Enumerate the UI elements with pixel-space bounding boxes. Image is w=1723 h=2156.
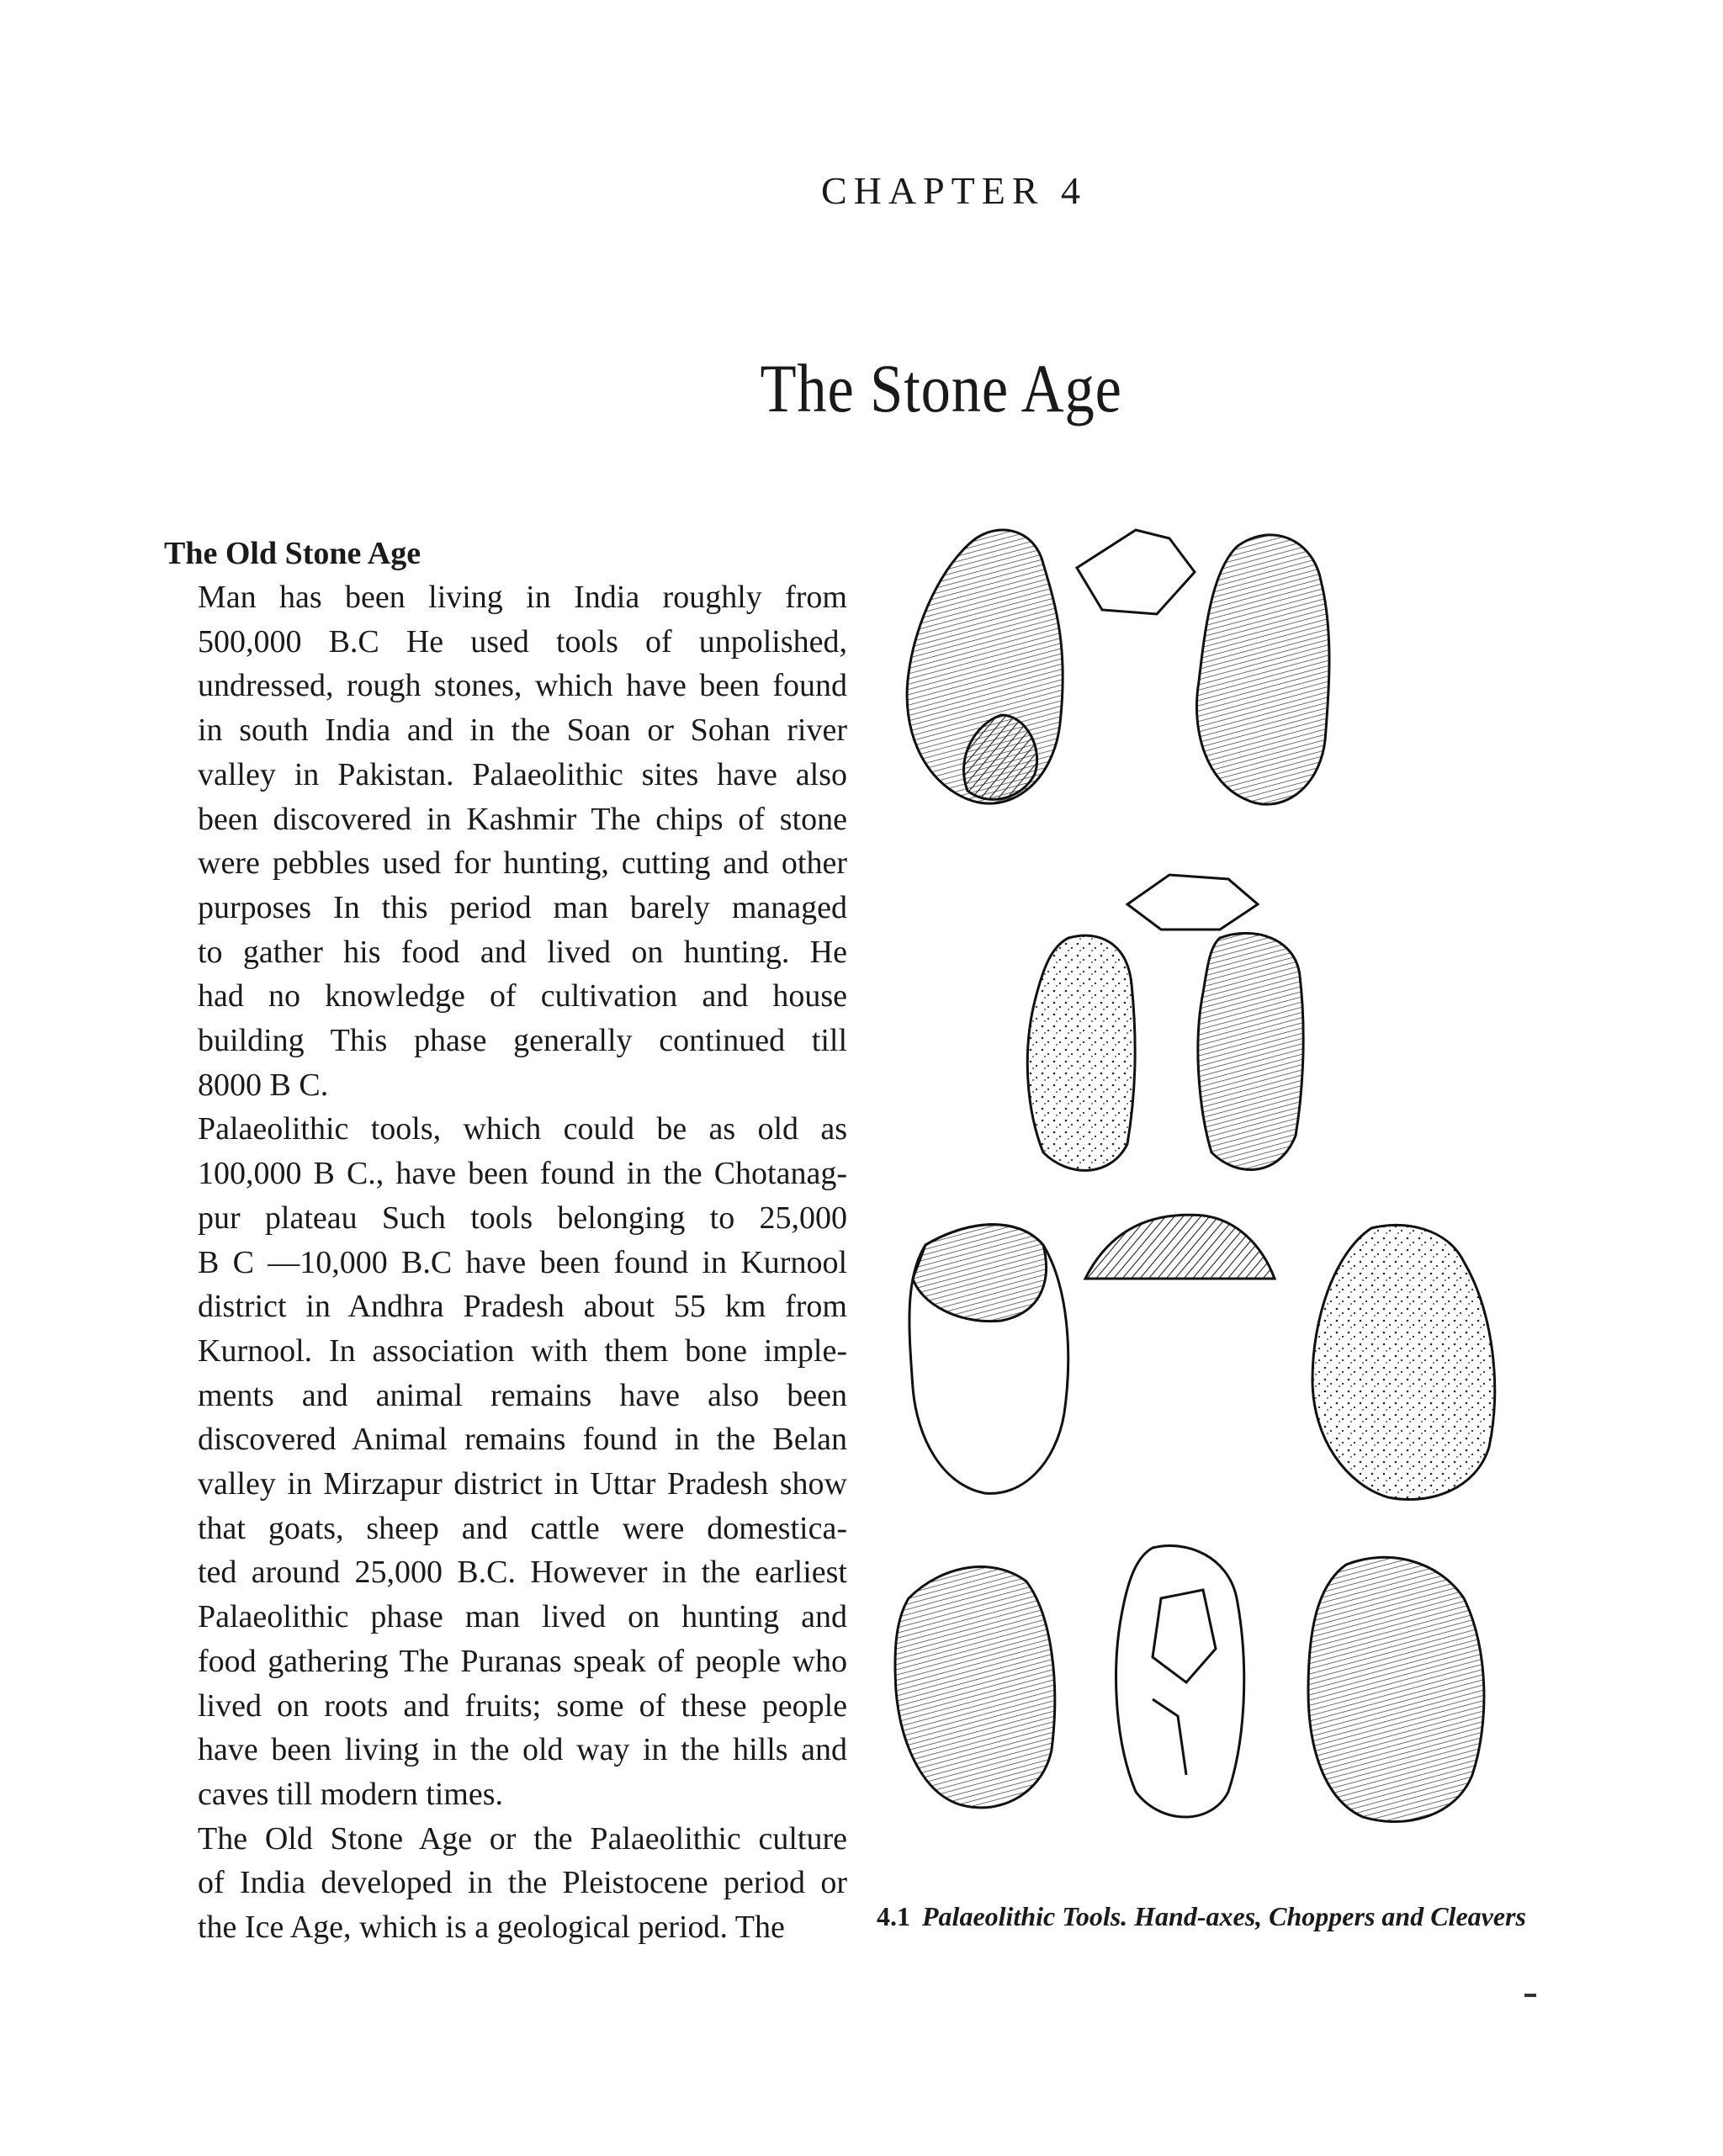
text-line: to gather his food and lived on hunting. He [198, 934, 847, 970]
chapter-label: CHAPTER 4 [820, 169, 1088, 212]
stray-mark [1524, 1994, 1536, 1997]
text-line: the Ice Age, which is a geological period. The [198, 1910, 785, 1946]
text-line: discovered Animal remains found in the Belan [198, 1422, 847, 1458]
text-line: Palaeolithic phase man lived on hunting and [198, 1599, 847, 1635]
text-line: building This phase generally continued till [198, 1023, 847, 1059]
text-line: ments and animal remains have also been [198, 1377, 847, 1413]
text-line: 500,000 B.C He used tools of unpolished, [198, 623, 847, 660]
chopper-bottom-right-illustration [1308, 1557, 1484, 1821]
figure-number: 4.1 [877, 1901, 910, 1931]
text-line: lived on roots and fruits; some of these people [198, 1687, 847, 1724]
figure-caption-text: Palaeolithic Tools. Hand-axes, Choppers and Cleavers [922, 1901, 1526, 1931]
text-line: B C —10,000 B.C have been found in Kurnool [198, 1244, 847, 1280]
section-heading: The Old Stone Age [164, 536, 421, 571]
cross-section-hatched [1085, 1215, 1275, 1279]
text-line: ted around 25,000 B.C. However in the earliest [198, 1555, 847, 1591]
text-line: have been living in the old way in the hills and [198, 1732, 847, 1768]
paragraphs [164, 575, 847, 1950]
text-line: in south India and in the Soan or Sohan river [198, 712, 847, 749]
text-line: Kurnool. In association with them bone imple- [198, 1332, 847, 1369]
hand-axe-right-illustration [1196, 535, 1329, 804]
text-line: undressed, rough stones, which have been found [198, 668, 847, 704]
text-line: were pebbles used for hunting, cutting and other [198, 845, 847, 882]
text-line: Palaeolithic tools, which could be as old as [198, 1111, 847, 1147]
cross-section-outline-2 [1127, 875, 1258, 930]
paragraph [164, 1817, 847, 1950]
text-line: caves till modern times. [198, 1776, 504, 1812]
figure-caption [877, 1901, 1567, 1932]
text-line: valley in Mirzapur district in Uttar Pradesh show [198, 1466, 847, 1502]
chopper-left-illustration [1027, 935, 1135, 1170]
text-line: had no knowledge of cultivation and house [198, 978, 847, 1014]
body-text-column [164, 532, 847, 1950]
page-title: The Stone Age [760, 350, 1122, 426]
cleaver-right-illustration [1312, 1225, 1495, 1499]
figure-palaeolithic-tools [875, 505, 1565, 1884]
text-line: 100,000 B C., have been found in the Chotanag- [198, 1156, 847, 1192]
text-line: 8000 B C. [198, 1067, 329, 1103]
text-line: purposes In this period man barely managed [198, 889, 847, 925]
hand-axe-outline-illustration [1116, 1546, 1244, 1818]
text-line: pur plateau Such tools belonging to 25,000 [198, 1200, 847, 1236]
text-line: The Old Stone Age or the Palaeolithic culture [198, 1820, 847, 1857]
cross-section-outline-1 [1077, 530, 1195, 614]
paragraph [164, 1107, 847, 1816]
chopper-bottom-left-illustration [895, 1567, 1055, 1808]
text-line: of India developed in the Pleistocene period or [198, 1865, 847, 1901]
text-line: that goats, sheep and cattle were domestica- [198, 1510, 847, 1546]
text-line: food gathering The Puranas speak of people who [198, 1643, 847, 1679]
text-line: district in Andhra Pradesh about 55 km from [198, 1289, 847, 1325]
paragraph [164, 575, 847, 1107]
chopper-right-illustration [1198, 933, 1303, 1169]
text-line: been discovered in Kashmir The chips of stone [198, 801, 847, 837]
text-line: valley in Pakistan. Palaeolithic sites have also [198, 756, 847, 792]
text-line: Man has been living in India roughly from [198, 580, 847, 615]
